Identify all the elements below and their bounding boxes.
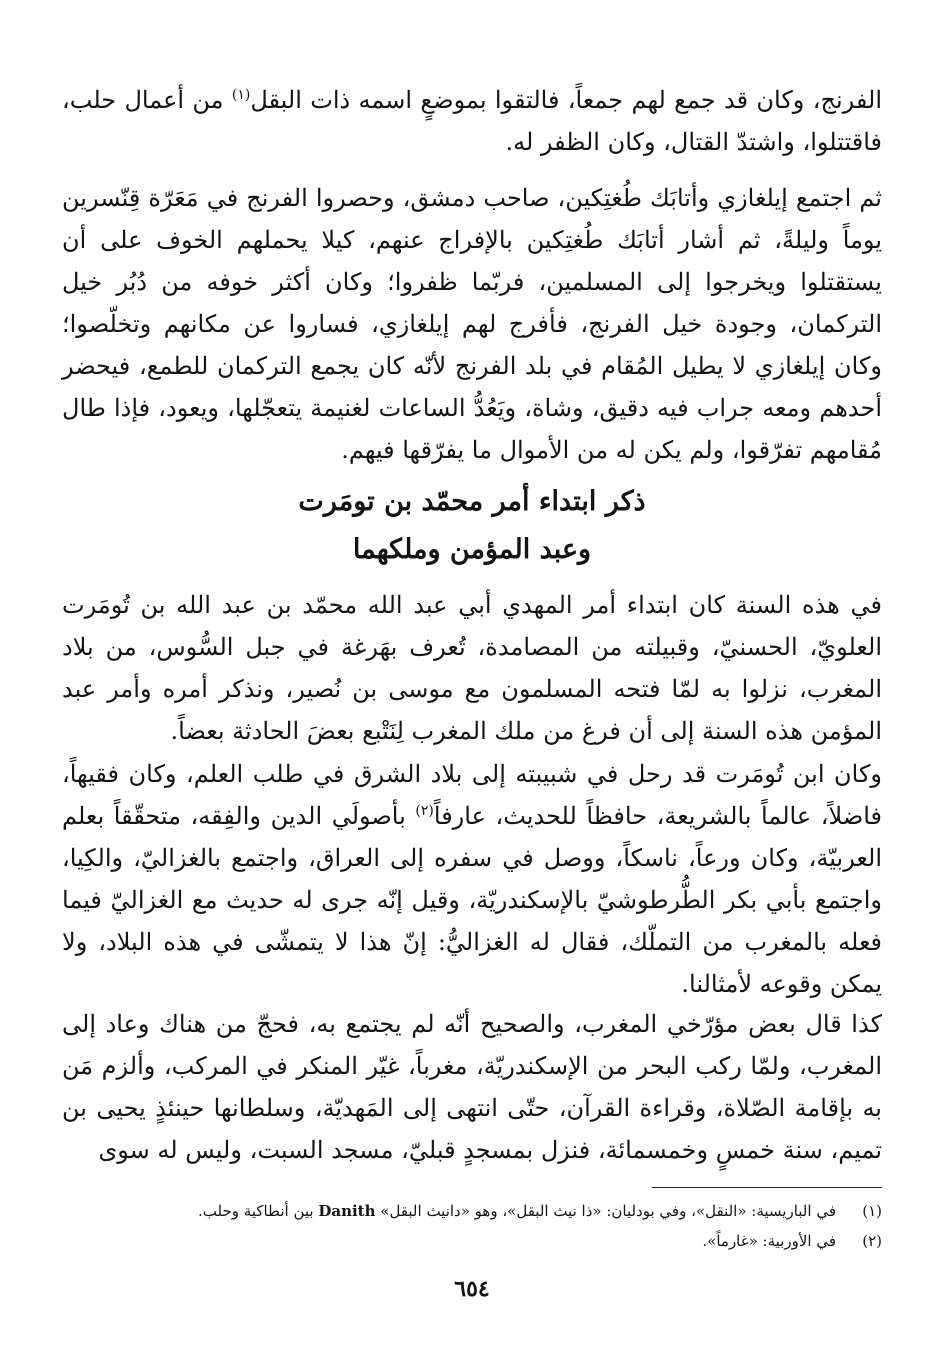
footnote-2-text: في الأوربية: «غارماً».: [702, 1232, 836, 1250]
paragraph-1-before-note: الفرنج، وكان قد جمع لهم جمعاً، فالتقوا بموضعٍ اسمه ذات البقل: [250, 86, 883, 114]
paragraph-3-text: في هذه السنة كان ابتداء أمر المهدي أبي عبد الله محمّد بن عبد الله بن تُومَرت العلويّ، الحسنيّ، وقبيلته من المصامدة، تُعرف بهَرغة في جبل السُّوس، من بلاد المغرب، نزلوا به لمّا فتحه المسلمون مع موسى بن نُصير، ونذكر أمره وأمر عبد المؤمن هذه السنة إلى أن فرغ من ملك المغرب لِنَتْبع بعضَ الحادثة بعضاً.: [62, 591, 882, 745]
paragraph-4: [62, 753, 882, 1005]
paragraph-1-text: [62, 79, 882, 163]
paragraph-5: [62, 1003, 882, 1171]
footnotes: [62, 1196, 882, 1256]
footnote-separator: [652, 1187, 882, 1188]
footnote-1-number: (١): [862, 1202, 882, 1220]
paragraph-1: [62, 79, 882, 163]
footnote-2-number: (٢): [862, 1232, 882, 1250]
paragraph-2-text: ثم اجتمع إيلغازي وأتابَك طُغتِكين، صاحب دمشق، وحصروا الفرنج في مَعَرّة قِنّسرين يوماً وليلةً، ثم أشار أتابَك طُغتِكين بالإفراج عنهم، كيلا يحملهم الخوف على أن يستقتلوا ويخرجوا إلى المسلمين، فربّما ظفروا؛ وكان أكثر خوفه من دُبُر خيل التركمان، وجودة خيل الفرنج، فأفرج لهم إيلغازي، فساروا عن مكانهم وتخلّصوا؛ وكان إيلغازي لا يطيل المُقام في بلد الفرنج لأنّه كان يجمع التركمان للطمع، فيحضر أحدهم ومعه جراب فيه دقيق، وشاة، ويَعُدُّ الساعات لغنيمة يتعجّلها، ويعود، فإذا طال مُقامهم تفرّقوا، ولم يكن له من الأموال ما يفرّقها فيهم.: [62, 184, 882, 464]
paragraph-4-before-note: وكان ابن تُومَرت قد رحل في شبيبته إلى بلاد الشرق في طلب العلم، وكان فقيهاً، فاضلاً، عالماً بالشريعة، حافظاً للحديث، عارفاً: [62, 760, 882, 830]
paragraph-4-after-note: بأصولَي الدين والفِقه، متحقّقاً بعلم العربيّة، وكان ورعاً، ناسكاً، ووصل في سفره إلى العراق، واجتمع بالغزاليّ، والكِيا، واجتمع بأبي بكر الطُّرطوشيّ بالإسكندريّة، وقيل إنّه جرى له حديث مع الغزاليّ فيما فعله بالمغرب من التملّك، فقال له الغزاليُّ: إنّ هذا لا يتمشّى في هذه البلاد، ولا يمكن وقوعه لأمثالنا.: [62, 802, 882, 998]
section-heading-line-1: ذكر ابتداء أمر محمّد بن تومَرت: [298, 486, 646, 517]
footnote-1-latin: Danith: [318, 1202, 376, 1220]
footnote-1: [62, 1196, 882, 1226]
footnote-1-text-after: بين أنطاكية وحلب.: [198, 1202, 319, 1220]
footnote-1-text: [62, 1196, 836, 1226]
footnote-marker-1: (١): [231, 87, 251, 103]
paragraph-2: [62, 177, 882, 471]
section-heading: [62, 478, 882, 574]
section-heading-line-2: وعبد المؤمن وملكهما: [352, 534, 592, 565]
paragraph-4-text: [62, 753, 882, 1005]
paragraph-3: [62, 584, 882, 752]
footnote-2: [62, 1226, 882, 1256]
footnote-1-text-before: في الباريسية: «النقل»، وفي بودليان: «ذا نيث البقل»، وهو «دانيث البقل»: [375, 1202, 836, 1220]
footnote-marker-2: (٢): [415, 803, 434, 819]
paragraph-1-after-note: من أعمال حلب، فاقتتلوا، واشتدّ القتال، وكان الظفر له.: [62, 86, 882, 156]
page-number: ٦٥٤: [454, 1276, 490, 1302]
paragraph-5-text: كذا قال بعض مؤرّخي المغرب، والصحيح أنّه لم يجتمع به، فحجّ من هناك وعاد إلى المغرب، ولمّا ركب البحر من الإسكندريّة، مغرباً، غيّر المنكر في المركب، وألزم مَن به بإقامة الصّلاة، وقراءة القرآن، حتّى انتهى إلى المَهديّة، وسلطانها حينئذٍ يحيى بن تميم، سنة خمسٍ وخمسمائة، فنزل بمسجدٍ قبليّ، مسجد السبت، وليس له سوى: [62, 1010, 882, 1164]
